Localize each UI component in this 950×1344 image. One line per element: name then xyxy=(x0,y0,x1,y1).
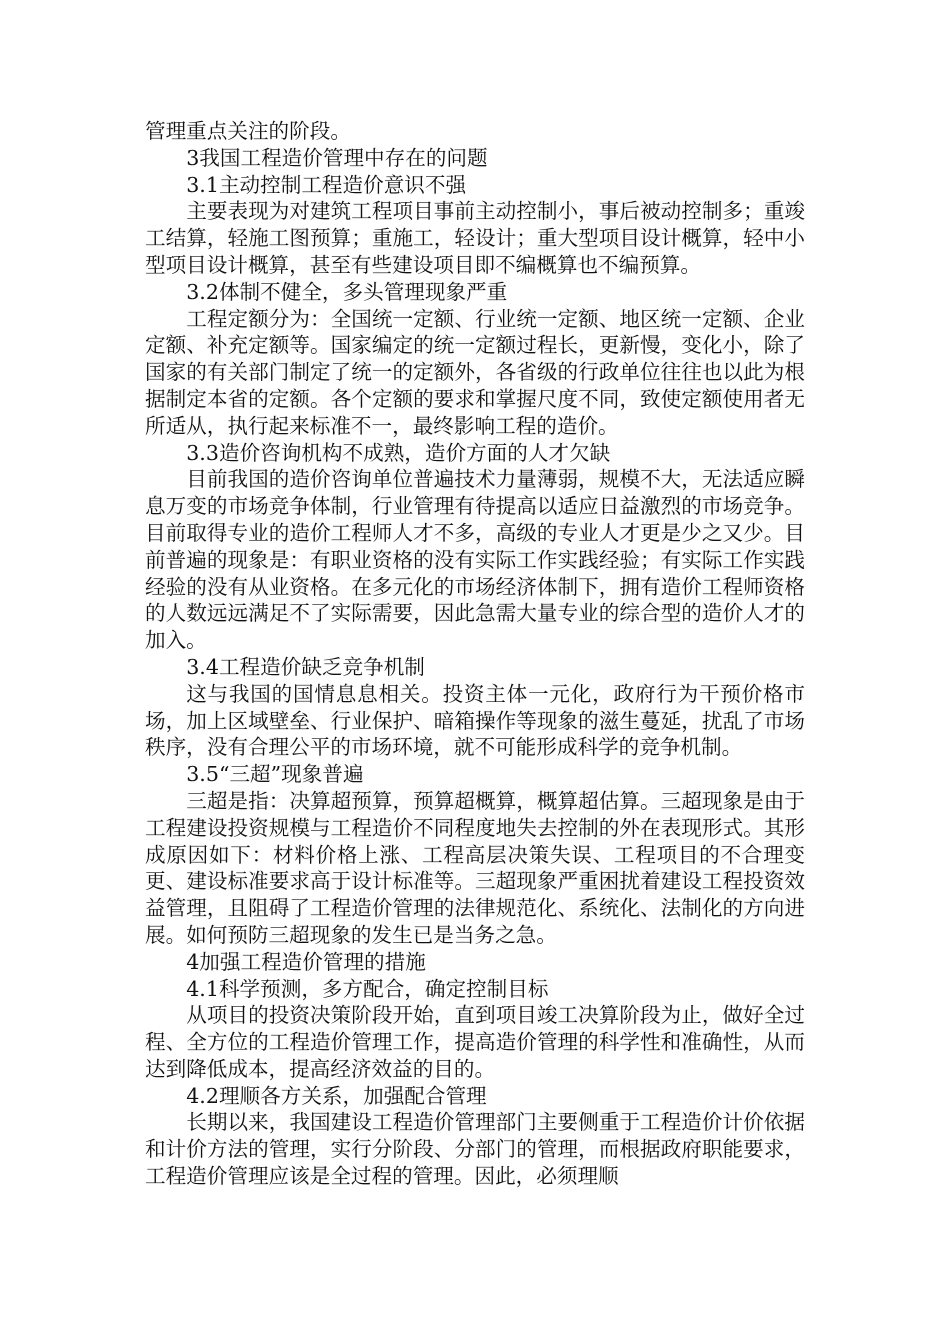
subsection-heading: 3.5“三超”现象普遍 xyxy=(186,762,364,787)
paragraph: 长期以来，我国建设工程造价管理部门主要侧重于工程造价计价依据和计价方法的管理，实行分阶段、分部门的管理，而根据政府职能要求，工程造价管理应该是全过程的管理。因此，必须理顺 xyxy=(145,1110,805,1189)
paragraph: 三超是指：决算超预算，预算超概算，概算超估算。三超现象是由于工程建设投资规模与工程造价不同程度地失去控制的外在表现形式。其形成原因如下：材料价格上涨、工程高层决策失误、工程项目的不合理变更、建设标准要求高于设计标准等。三超现象严重困扰着建设工程投资效益管理，且阻碍了工程造价管理的法律规范化、系统化、法制化的方向进展。如何预防三超现象的发生已是当务之急。 xyxy=(145,788,805,947)
subsection-heading: 3.4工程造价缺乏竞争机制 xyxy=(186,654,425,679)
paragraph: 从项目的投资决策阶段开始，直到项目竣工决算阶段为止，做好全过程、全方位的工程造价管理工作，提高造价管理的科学性和准确性，从而达到降低成本，提高经济效益的目的。 xyxy=(145,1003,805,1081)
subsection-heading: 3.1主动控制工程造价意识不强 xyxy=(186,172,467,197)
paragraph: 目前我国的造价咨询单位普遍技术力量薄弱，规模不大，无法适应瞬息万变的市场竞争体制，行业管理有待提高以适应日益激烈的市场竞争。目前取得专业的造价工程师人才不多，高级的专业人才更是少之又少。目前普遍的现象是：有职业资格的没有实际工作实践经验；有实际工作实践经验的没有从业资格。在多元化的市场经济体制下，拥有造价工程师资格的人数远远满足不了实际需要，因此急需大量专业的综合型的造价人才的加入。 xyxy=(145,467,805,653)
subsection-heading: 3.2体制不健全，多头管理现象严重 xyxy=(186,279,508,304)
paragraph: 这与我国的国情息息相关。投资主体一元化，政府行为干预价格市场，加上区域壁垒、行业保护、暗箱操作等现象的滋生蔓延，扰乱了市场秩序，没有合理公平的市场环境，就不可能形成科学的竞争机制。 xyxy=(145,681,805,760)
paragraph: 管理重点关注的阶段。 xyxy=(145,119,351,143)
subsection-heading: 4.1科学预测，多方配合，确定控制目标 xyxy=(186,976,549,1001)
section-heading: 3我国工程造价管理中存在的问题 xyxy=(186,145,488,170)
paragraph: 工程定额分为：全国统一定额、行业统一定额、地区统一定额、企业定额、补充定额等。国家编定的统一定额过程长，更新慢，变化小，除了国家的有关部门制定了统一的定额外，各省级的行政单位往往也以此为根据制定本省的定额。各个定额的要求和掌握尺度不同，致使定额使用者无所适从，执行起来标准不一，最终影响工程的造价。 xyxy=(145,306,805,438)
paragraph: 主要表现为对建筑工程项目事前主动控制小，事后被动控制多；重竣工结算，轻施工图预算；重施工，轻设计；重大型项目设计概算，轻中小型项目设计概算，甚至有些建设项目即不编概算也不编预算。 xyxy=(145,199,805,277)
document-body xyxy=(145,118,805,1190)
subsection-heading: 3.3造价咨询机构不成熟，造价方面的人才欠缺 xyxy=(186,440,611,465)
subsection-heading: 4.2理顺各方关系，加强配合管理 xyxy=(186,1083,487,1108)
section-heading: 4加强工程造价管理的措施 xyxy=(186,949,426,974)
